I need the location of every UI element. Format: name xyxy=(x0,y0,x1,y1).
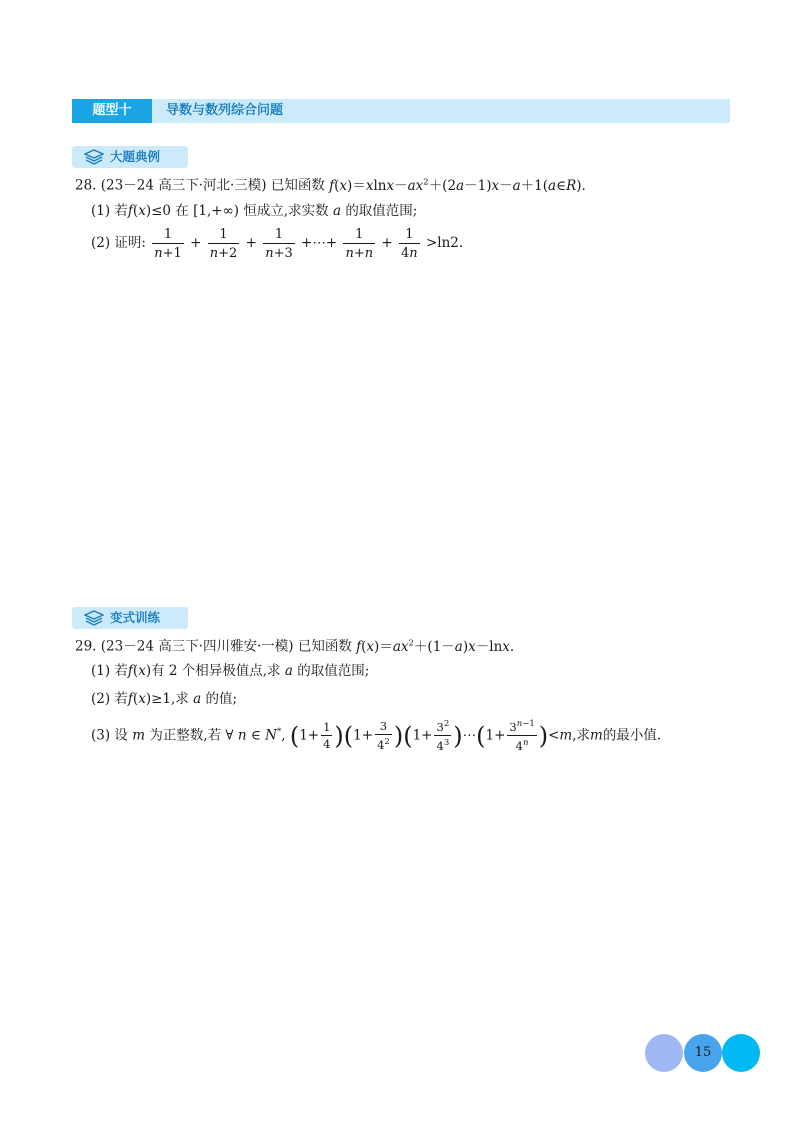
q28-stem xyxy=(75,172,586,196)
fraction: $\frac{1}{n+3}$ xyxy=(265,226,293,261)
q29-part1: (1) 若f(x)有 2 个相异极值点,求 a 的取值范围; xyxy=(91,663,370,679)
fraction: $\frac{1}{n+n}$ xyxy=(345,226,374,261)
fraction: $\frac{1}{n+1}$ xyxy=(154,226,182,261)
q29-part1-label: (1) xyxy=(91,663,111,679)
q28-part1-text-a: 若 xyxy=(114,203,128,219)
q29-source: (23－24 高三下·四川雅安·一模) xyxy=(100,638,294,655)
practice-badge xyxy=(72,607,188,629)
fraction: $\frac{3^2}{4^3}$ xyxy=(436,718,450,753)
q28-part1-text-c: 的取值范围; xyxy=(345,203,418,219)
layers-icon xyxy=(84,149,104,165)
section-title: 导数与数列综合问题 xyxy=(166,103,284,118)
q28-part2: (2) 证明: $\frac{1}{n+1}$ + $\frac{1}{n+2}$ + $\frac{1}{n+3}$ +⋯+ $\frac{1}{n+n}$ + $\frac{1}{4n}$ >ln2. xyxy=(91,226,464,261)
layers-icon xyxy=(84,610,104,626)
section-header xyxy=(72,99,730,123)
q28-part1-text-b: ≤0 在 [1,+∞) 恒成立,求实数 xyxy=(151,203,329,219)
q29-part2-label: (2) xyxy=(91,691,111,707)
q28-lead: 已知函数 xyxy=(270,177,325,194)
q29-function: $f(x)=ax^2+(1-a)x-\ln x$. xyxy=(356,638,515,655)
q29-part1-text-a: 若 xyxy=(114,663,128,679)
q28-source: (23－24 高三下·河北·三模) xyxy=(100,177,267,194)
q28-function: $f(x)=xlnx-ax^2+(2a-1)x-a+1(a\in R)$. xyxy=(329,177,586,194)
fraction: $\frac{3}{4^2}$ xyxy=(377,718,390,752)
section-tag: 题型十 xyxy=(72,99,152,123)
page-circle-left xyxy=(645,1034,683,1072)
example-badge-label: 大题典例 xyxy=(110,149,161,164)
q29-part3-label: (3) xyxy=(91,727,111,744)
fraction: $\frac{1}{n+2}$ xyxy=(209,226,238,261)
page-number: 15 xyxy=(694,1045,712,1060)
q29-number: 29. xyxy=(75,638,97,655)
q29-part3-text-d: ,求 xyxy=(572,727,591,744)
q28-part1: (1) 若f(x)≤0 在 [1,+∞) 恒成立,求实数 a 的取值范围; xyxy=(91,203,418,219)
q29-part2-text-b: ≥1,求 xyxy=(151,691,189,707)
q29-part3: (3) 设 m 为正整数,若 ∀ n ∈ N*, (1+ $\frac{1}{4}$ )(1+ $\frac{3}{4^2}$ )(1+ $\frac{3^2}{4^3}$ )⋯(1+ $\frac{3^{n-1}}{4^n}$ )<m,求m的最小值. xyxy=(91,718,662,753)
q29-stem xyxy=(75,633,514,657)
q28-part2-text: 证明: xyxy=(114,235,146,251)
q29-part3-text-c: ∈ xyxy=(250,727,261,744)
practice-badge-label: 变式训练 xyxy=(110,610,161,625)
q29-part2-text-a: 若 xyxy=(114,691,128,707)
q28-part2-tail: >ln2. xyxy=(425,235,464,251)
q28-part2-label: (2) xyxy=(91,235,111,251)
q28-number: 28. xyxy=(75,177,97,194)
q29-part3-text-b: 为正整数,若 ∀ xyxy=(149,727,234,744)
q29-part1-text-c: 的取值范围; xyxy=(297,663,370,679)
q29-part2-text-c: 的值; xyxy=(205,691,238,707)
q29-part1-text-b: 有 2 个相异极值点,求 xyxy=(151,663,281,679)
page-circle-right xyxy=(722,1034,760,1072)
q29-part3-text-e: 的最小值. xyxy=(602,727,662,744)
fraction: $\frac{1}{4n}$ xyxy=(401,226,418,261)
fraction: $\frac{1}{4}$ xyxy=(323,719,331,751)
fraction: $\frac{3^{n-1}}{4^n}$ xyxy=(509,718,535,753)
q29-part3-text-a: 设 xyxy=(114,727,128,744)
q28-part1-label: (1) xyxy=(91,203,111,219)
example-badge xyxy=(72,146,188,168)
q29-part2: (2) 若f(x)≥1,求 a 的值; xyxy=(91,691,238,707)
q29-lead: 已知函数 xyxy=(297,638,352,655)
